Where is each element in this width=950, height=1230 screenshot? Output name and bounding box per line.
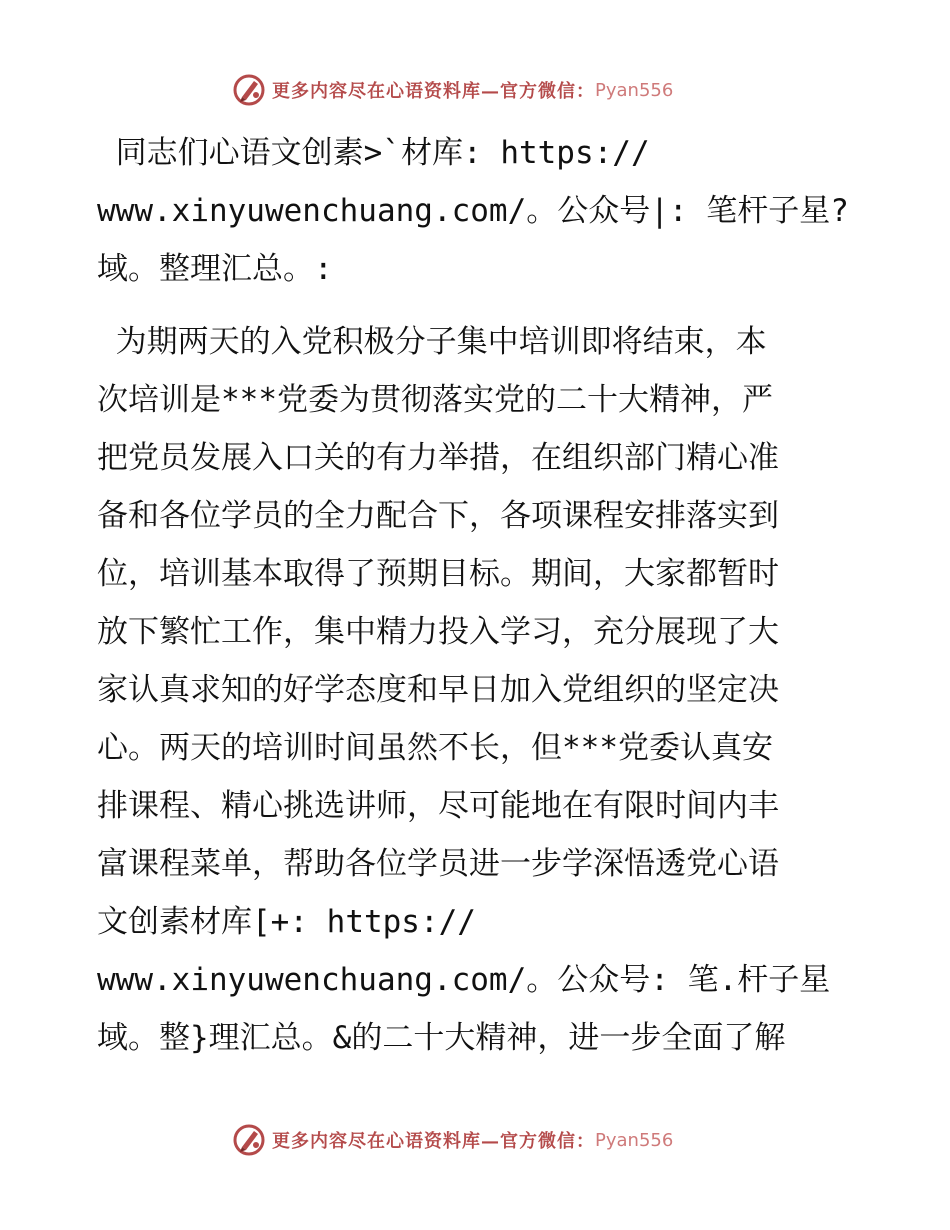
paragraph-1 — [97, 124, 857, 298]
text-line: www.xinyuwenchuang.com/。公众号|: 笔杆子星? — [97, 193, 849, 229]
banner-contact: Pyan556 — [595, 1129, 674, 1151]
banner-text: 更多内容尽在心语资料库—官方微信： — [272, 81, 595, 102]
text-line: 把党员发展入口关的有力举措，在组织部门精心准 — [97, 440, 779, 476]
document-body — [97, 124, 857, 1067]
paragraph-2 — [97, 313, 857, 1067]
text-line: 放下繁忙工作，集中精力投入学习，充分展现了大 — [97, 614, 779, 650]
pen-logo-icon — [232, 1123, 266, 1157]
text-line: 备和各位学员的全力配合下，各项课程安排落实到 — [97, 498, 779, 534]
text-line: 同志们心语文创素>`材库: https:// — [97, 135, 650, 171]
banner-text: 更多内容尽在心语资料库—官方微信： — [272, 1131, 595, 1152]
header-banner — [232, 72, 673, 108]
text-line: 心。两天的培训时间虽然不长，但***党委认真安 — [97, 730, 773, 766]
text-line: 次培训是***党委为贯彻落实党的二十大精神，严 — [97, 382, 773, 418]
text-line: 域。整}理汇总。&的二十大精神，进一步全面了解 — [97, 1020, 786, 1056]
text-line: 为期两天的入党积极分子集中培训即将结束，本 — [97, 324, 767, 360]
text-line: 排课程、精心挑选讲师，尽可能地在有限时间内丰 — [97, 788, 779, 824]
text-line: 文创素材库[+: https:// — [97, 904, 476, 940]
pen-logo-icon — [232, 73, 266, 107]
text-line: 域。整理汇总。: — [97, 251, 333, 287]
banner-contact: Pyan556 — [595, 79, 674, 101]
text-line: 富课程菜单，帮助各位学员进一步学深悟透党心语 — [97, 846, 779, 882]
text-line: 位，培训基本取得了预期目标。期间，大家都暂时 — [97, 556, 779, 592]
text-line: 家认真求知的好学态度和早日加入党组织的坚定决 — [97, 672, 779, 708]
footer-banner — [232, 1122, 673, 1158]
text-line: www.xinyuwenchuang.com/。公众号: 笔.杆子星 — [97, 962, 831, 998]
